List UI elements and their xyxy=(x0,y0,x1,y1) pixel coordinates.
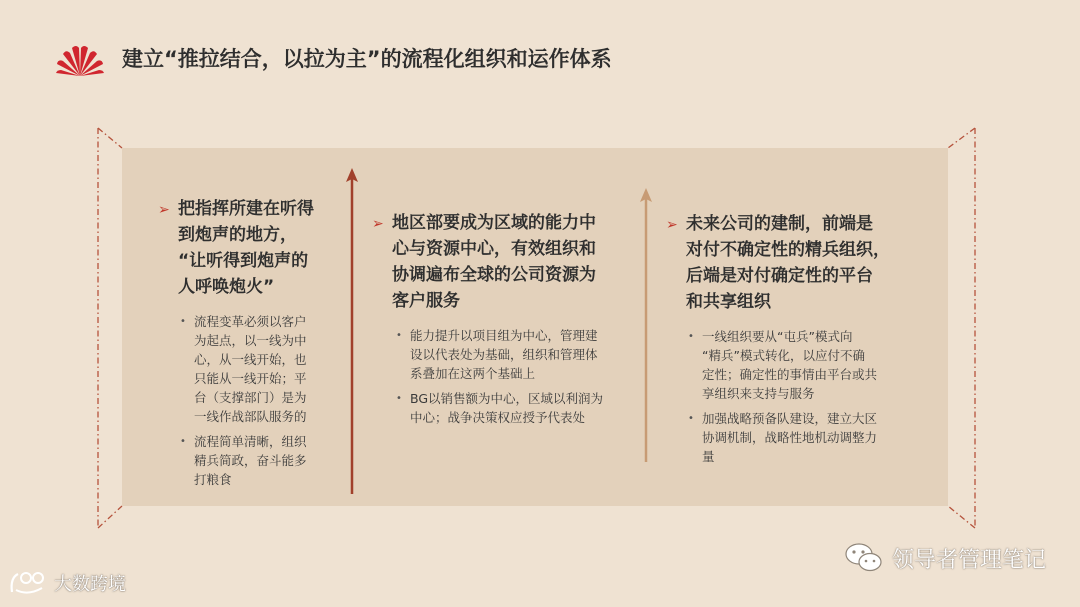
divider-arrow-1 xyxy=(342,168,362,496)
watermark-text: 领导者管理笔记 xyxy=(891,547,1046,573)
divider-arrow-2 xyxy=(636,188,656,464)
column-1 xyxy=(158,196,338,495)
heading-line: 和共享组织 xyxy=(686,292,771,312)
column-2-heading xyxy=(372,210,622,314)
bullet-line: 中心；战争决策权应授予代表处 xyxy=(410,410,586,425)
bullet-line: BG以销售额为中心，区域以利润为 xyxy=(410,391,604,406)
bullet-line: 流程简单清晰，组织 xyxy=(194,434,307,449)
heading-line: 地区部要成为区域的能力中 xyxy=(392,213,596,233)
bullet-line: 定性；确定性的事情由平台或共 xyxy=(702,367,878,382)
heading-line: 人呼唤炮火” xyxy=(178,277,275,297)
bullet-line: 流程变革必须以客户 xyxy=(194,314,307,329)
bullet-line: 享组织来支持与服务 xyxy=(702,386,815,401)
heading-line: 把指挥所建在听得 xyxy=(178,199,314,219)
brand-text: 大数跨境 xyxy=(54,574,126,595)
triangle-bullet-icon: ➢ xyxy=(158,202,170,218)
bullet-line: 一线作战部队服务的 xyxy=(194,409,307,424)
heading-line: 对付不确定性的精兵组织， xyxy=(686,240,890,260)
triangle-bullet-icon: ➢ xyxy=(666,217,678,233)
column-1-heading xyxy=(158,196,338,300)
brand-logo-icon xyxy=(8,570,48,596)
bullet-line: 台（支撑部门）是为 xyxy=(194,390,307,405)
bullet-item xyxy=(180,312,338,426)
bullet-line: 心，从一线开始，也 xyxy=(194,352,307,367)
brand-watermark xyxy=(8,568,126,598)
bullet-dot-icon: • xyxy=(180,436,186,447)
heading-line: 客户服务 xyxy=(392,291,460,311)
heading-line: 后端是对付确定性的平台 xyxy=(686,266,873,286)
bullet-line: 加强战略预备队建设，建立大区 xyxy=(702,411,878,426)
bullet-dot-icon: • xyxy=(688,413,694,424)
bullet-item xyxy=(688,327,906,403)
column-3-bullets xyxy=(688,327,906,466)
bullet-item xyxy=(180,432,338,489)
bullet-dot-icon: • xyxy=(396,393,402,404)
bullet-line: “精兵”模式转化，以应付不确 xyxy=(702,348,865,363)
page-title: 建立“推拉结合，以拉为主”的流程化组织和运作体系 xyxy=(122,47,612,71)
wechat-icon xyxy=(844,541,884,575)
triangle-bullet-icon: ➢ xyxy=(372,216,384,232)
wechat-watermark xyxy=(844,538,1046,578)
bullet-line: 设以代表处为基础，组织和管理体 xyxy=(410,347,598,362)
bullet-line: 只能从一线开始；平 xyxy=(194,371,307,386)
column-3-heading xyxy=(666,211,906,315)
bullet-line: 为起点，以一线为中 xyxy=(194,333,307,348)
bullet-item xyxy=(396,326,622,383)
heading-line: 到炮声的地方， xyxy=(178,225,297,245)
bullet-line: 一线组织要从“屯兵”模式向 xyxy=(702,329,853,344)
bullet-item xyxy=(396,389,622,427)
bullet-line: 精兵简政，奋斗能多 xyxy=(194,453,307,468)
column-2-bullets xyxy=(396,326,622,427)
column-1-bullets xyxy=(180,312,338,489)
heading-line: 协调遍布全球的公司资源为 xyxy=(392,265,596,285)
bullet-line: 协调机制，战略性地机动调整力 xyxy=(702,430,878,445)
bullet-line: 打粮食 xyxy=(194,472,232,487)
bullet-item xyxy=(688,409,906,466)
bullet-line: 系叠加在这两个基础上 xyxy=(410,366,536,381)
bullet-dot-icon: • xyxy=(396,330,402,341)
column-2 xyxy=(372,210,622,433)
column-3 xyxy=(666,211,906,472)
bullet-dot-icon: • xyxy=(688,331,694,342)
heading-line: “让听得到炮声的 xyxy=(178,251,309,271)
bullet-dot-icon: • xyxy=(180,316,186,327)
bullet-line: 能力提升以项目组为中心，管理建 xyxy=(410,328,598,343)
heading-line: 心与资源中心，有效组织和 xyxy=(392,239,596,259)
bullet-line: 量 xyxy=(702,449,715,464)
heading-line: 未来公司的建制，前端是 xyxy=(686,214,873,234)
